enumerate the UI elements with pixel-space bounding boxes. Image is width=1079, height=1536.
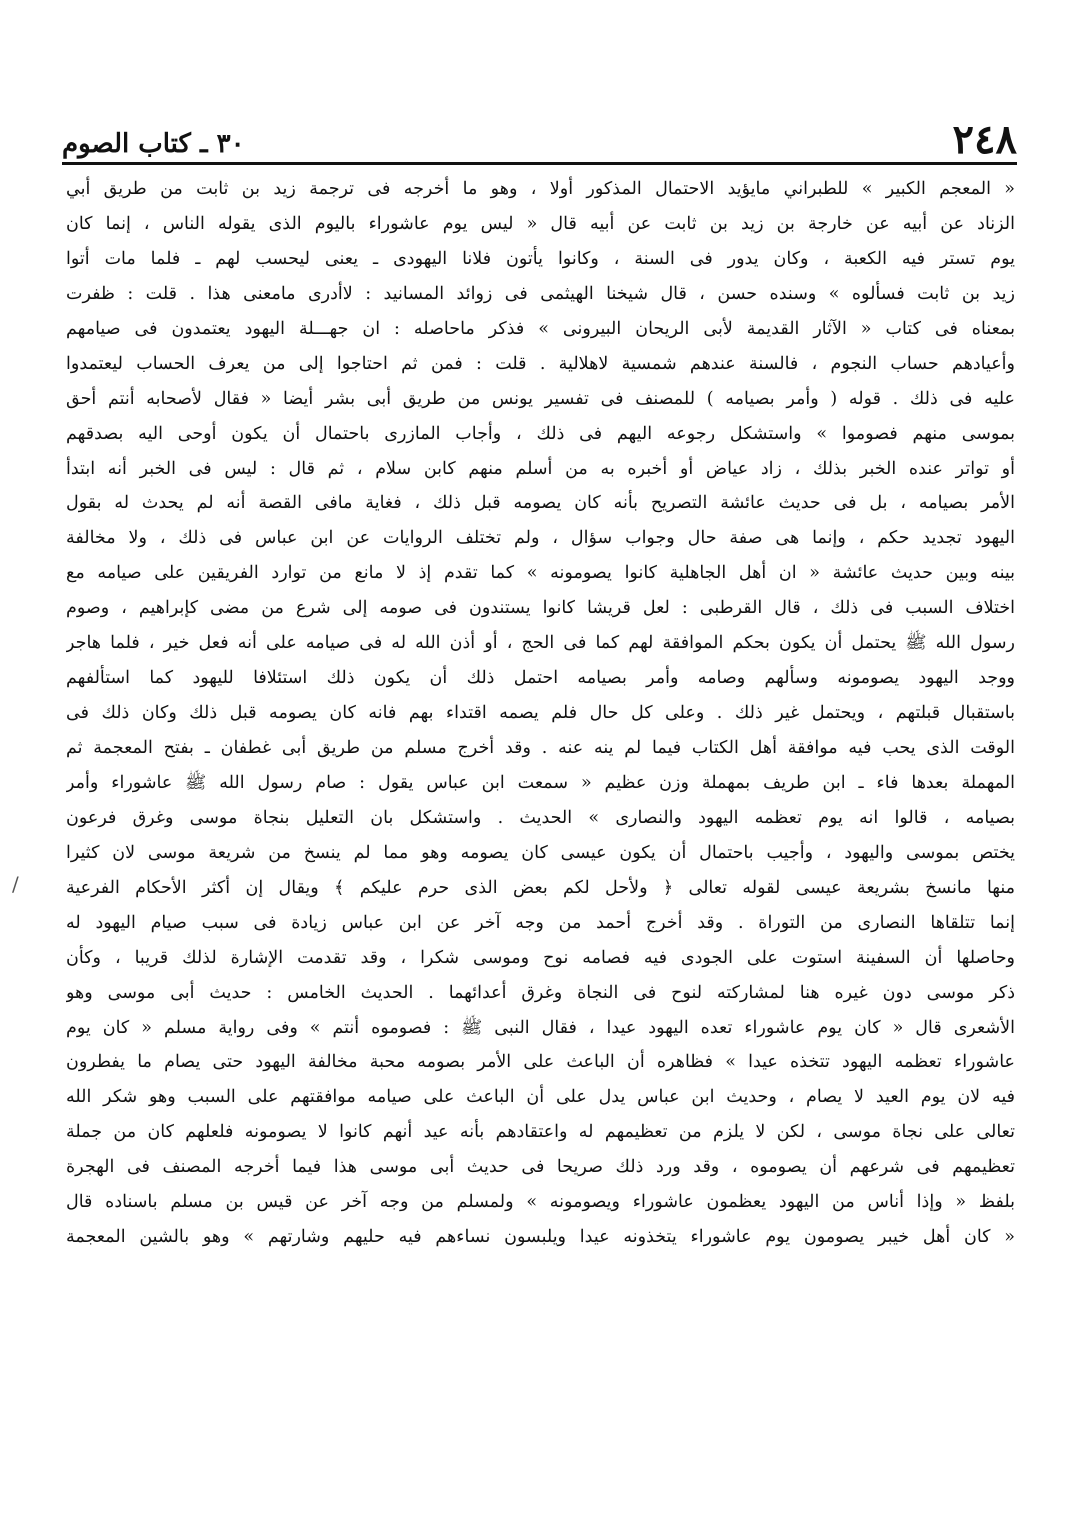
text-line: عاشوراء تعظمه اليهود تتخذه عيدا » فظاهره أن الباعث على الأمر بصومه محبة مخالفة اليهود حتى يصام ما يفطرون: [66, 1052, 1015, 1073]
page-number: ٢٤٨: [952, 116, 1017, 163]
text-line: بصيامه ، قالوا انه يوم تعظمه اليهود والنصارى » الحديث . واستشكل بان التعليل بنجاة موسى وغرق فرعون: [66, 807, 1015, 828]
text-line: وحاصلها أن السفينة استوت على الجودى فيه فصامه نوح وموسى شكرا ، وقد تقدمت الإشارة لذلك قريبا ، وكأن: [66, 947, 1015, 968]
text-line: بلفظ « وإذا أناس من اليهود يعظمون عاشوراء ويصومونه » ولمسلم من وجه آخر عن قيس بن مسلم باسناده قال: [66, 1192, 1015, 1213]
margin-mark: /: [12, 872, 19, 896]
text-line: ووجد اليهود يصومونه وسألهم وصامه وأمر بصيامه احتمل ذلك أن يكون ذلك استئلافا لليهود كما استألفهم: [66, 668, 1015, 689]
text-line: بمعناه فى كتاب « الآثار القديمة لأبى الريحان البيرونى » فذكر ماحاصله : ان جهـــلة اليهود يعتمدون فى صيامهم: [66, 318, 1015, 339]
text-line: باستقبال قبلتهم ، ويحتمل غير ذلك . وعلى كل حال فلم يصمه اقتداء بهم فانه كان يصومه قبل ذلك وكان ذلك فى: [66, 703, 1015, 724]
text-line: اختلاف السبب فى ذلك ، قال القرطبى : لعل قريشا كانوا يستندون فى صومه إلى شرع من مضى كإبراهيم ، وصوم: [66, 598, 1015, 619]
text-line: رسول الله ﷺ يحتمل أن يكون بحكم الموافقة لهم كما فى الحج ، أو أذن الله له فى صيامه على أنه فعل خير ، فلما هاجر: [66, 633, 1015, 654]
text-line: « المعجم الكبير » للطبراني مايؤيد الاحتمال المذكور أولا ، وهو ما أخرجه فى ترجمة زيد بن ثابت من طريق أبي: [66, 179, 1015, 199]
header-rule: [62, 162, 1017, 165]
text-line: اليهود تجديد حكم ، وإنما هى صفة حال وجواب سؤال ، ولم تختلف الروايات عن ابن عباس فى ذلك ، ولا مخالفة: [66, 528, 1015, 549]
text-line: تعالى على نجاة موسى ، لكن لا يلزم من تعظيمهم له واعتقادهم بأنه عيد أنهم كانوا لا يصومونه فلعلهم كان من جملة: [66, 1122, 1015, 1143]
text-line: ذكر موسى دون غيره هنا لمشاركته لنوح فى النجاة وغرق أعدائهما . الحديث الخامس : حديث أبى موسى وهو: [66, 982, 1015, 1003]
text-line: أو تواتر عنده الخبر بذلك ، زاد عياض أو أخبره به من أسلم منهم كابن سلام ، ثم قال : ليس فى الخبر أنه ابتدأ: [66, 458, 1015, 479]
text-line: « كان أهل خيبر يصومون يوم عاشوراء يتخذونه عيدا ويلبسون نساءهم فيه حليهم وشارتهم » وهو بالشين المعجمة: [66, 1227, 1015, 1248]
text-line: زيد بن ثابت فسألوه » وسنده حسن ، قال شيخنا الهيثمى فى زوائد المسانيد : لاأدرى مامعنى هذا . قلت : ظفرت: [66, 283, 1015, 304]
text-line: بينه وبين حديث عائشة « ان أهل الجاهلية كانوا يصومونه » كما تقدم إذ لا مانع من توارد الفريقين على صيامه مع: [66, 563, 1015, 584]
text-line: الزناد عن أبيه عن خارجة بن زيد بن ثابت عن أبيه قال « ليس يوم عاشوراء باليوم الذى يقوله الناس ، إنما كان: [66, 213, 1015, 234]
text-line: وأعيادهم حساب النجوم ، فالسنة عندهم شمسية لاهلالية . قلت : فمن ثم احتاجوا إلى من يعرف الحساب ليعتمدوا: [66, 353, 1015, 374]
running-title: ٣٠ ـ كتاب الصوم: [62, 129, 245, 159]
text-line: منها مانسخ بشريعة عيسى لقوله تعالى ﴿ ولأحل لكم بعض الذى حرم عليكم ﴾ ويقال إن أكثر الأحكام الفرعية: [66, 877, 1015, 898]
text-line: فيه لان يوم العيد لا يصام ، وحديث ابن عباس يدل على أن الباعث على صيامه موافقتهم على السبب وهو شكر الله: [66, 1087, 1015, 1108]
body-text: [66, 172, 1015, 1255]
text-line: بموسى منهم فصوموا » واستشكل رجوعه اليهم فى ذلك ، وأجاب المازرى باحتمال أن يكون أوحى اليه بصدقهم: [66, 423, 1015, 444]
text-line: الوقت الذى يحب فيه موافقة أهل الكتاب فيما لم ينه عنه . وقد أخرج مسلم من طريق أبى غطفان ـ بفتح المعجمة ثم: [66, 738, 1015, 758]
text-line: إنما تتلقاها النصارى من التوراة . وقد أخرج أحمد من وجه آخر عن ابن عباس زيادة فى سبب صيام اليهود له: [66, 912, 1015, 933]
text-line: تعظيمهم فى شرعهم أن يصوموه ، وقد ورد ذلك صريحا فى حديث أبى موسى هذا فيما أخرجه المصنف فى الهجرة: [66, 1157, 1015, 1178]
text-line: الأمر بصيامه ، بل فى حديث عائشة التصريح بأنه كان يصومه قبل ذلك ، فغاية مافى القصة أنه لم يحدث له بقول: [66, 493, 1015, 514]
text-line: عليه فى ذلك . قوله ( وأمر بصيامه ) للمصنف فى تفسير يونس من طريق أبى بشر أيضا « فقال لأصحابه أنتم أحق: [66, 388, 1015, 409]
text-line: الأشعرى قال « كان يوم عاشوراء تعده اليهود عيدا ، فقال النبى ﷺ : فصوموه أنتم » وفى رواية مسلم « كان يوم: [66, 1017, 1015, 1038]
text-line: المهملة بعدها فاء ـ ابن طريف بمهملة وزن عظيم « سمعت ابن عباس يقول : صام رسول الله ﷺ عاشوراء وأمر: [66, 772, 1015, 793]
page-header: [62, 118, 1017, 162]
text-line: يوم تستر فيه الكعبة ، وكان يدور فى السنة ، وكانوا يأتون فلانا اليهودى ـ يعنى ليحسب لهم ـ فلما مات أتوا: [66, 248, 1015, 269]
text-line: يختص بموسى واليهود ، وأجيب باحتمال أن يكون عيسى كان يصومه وهو مما لم ينسخ من شريعة موسى لان كثيرا: [66, 842, 1015, 863]
